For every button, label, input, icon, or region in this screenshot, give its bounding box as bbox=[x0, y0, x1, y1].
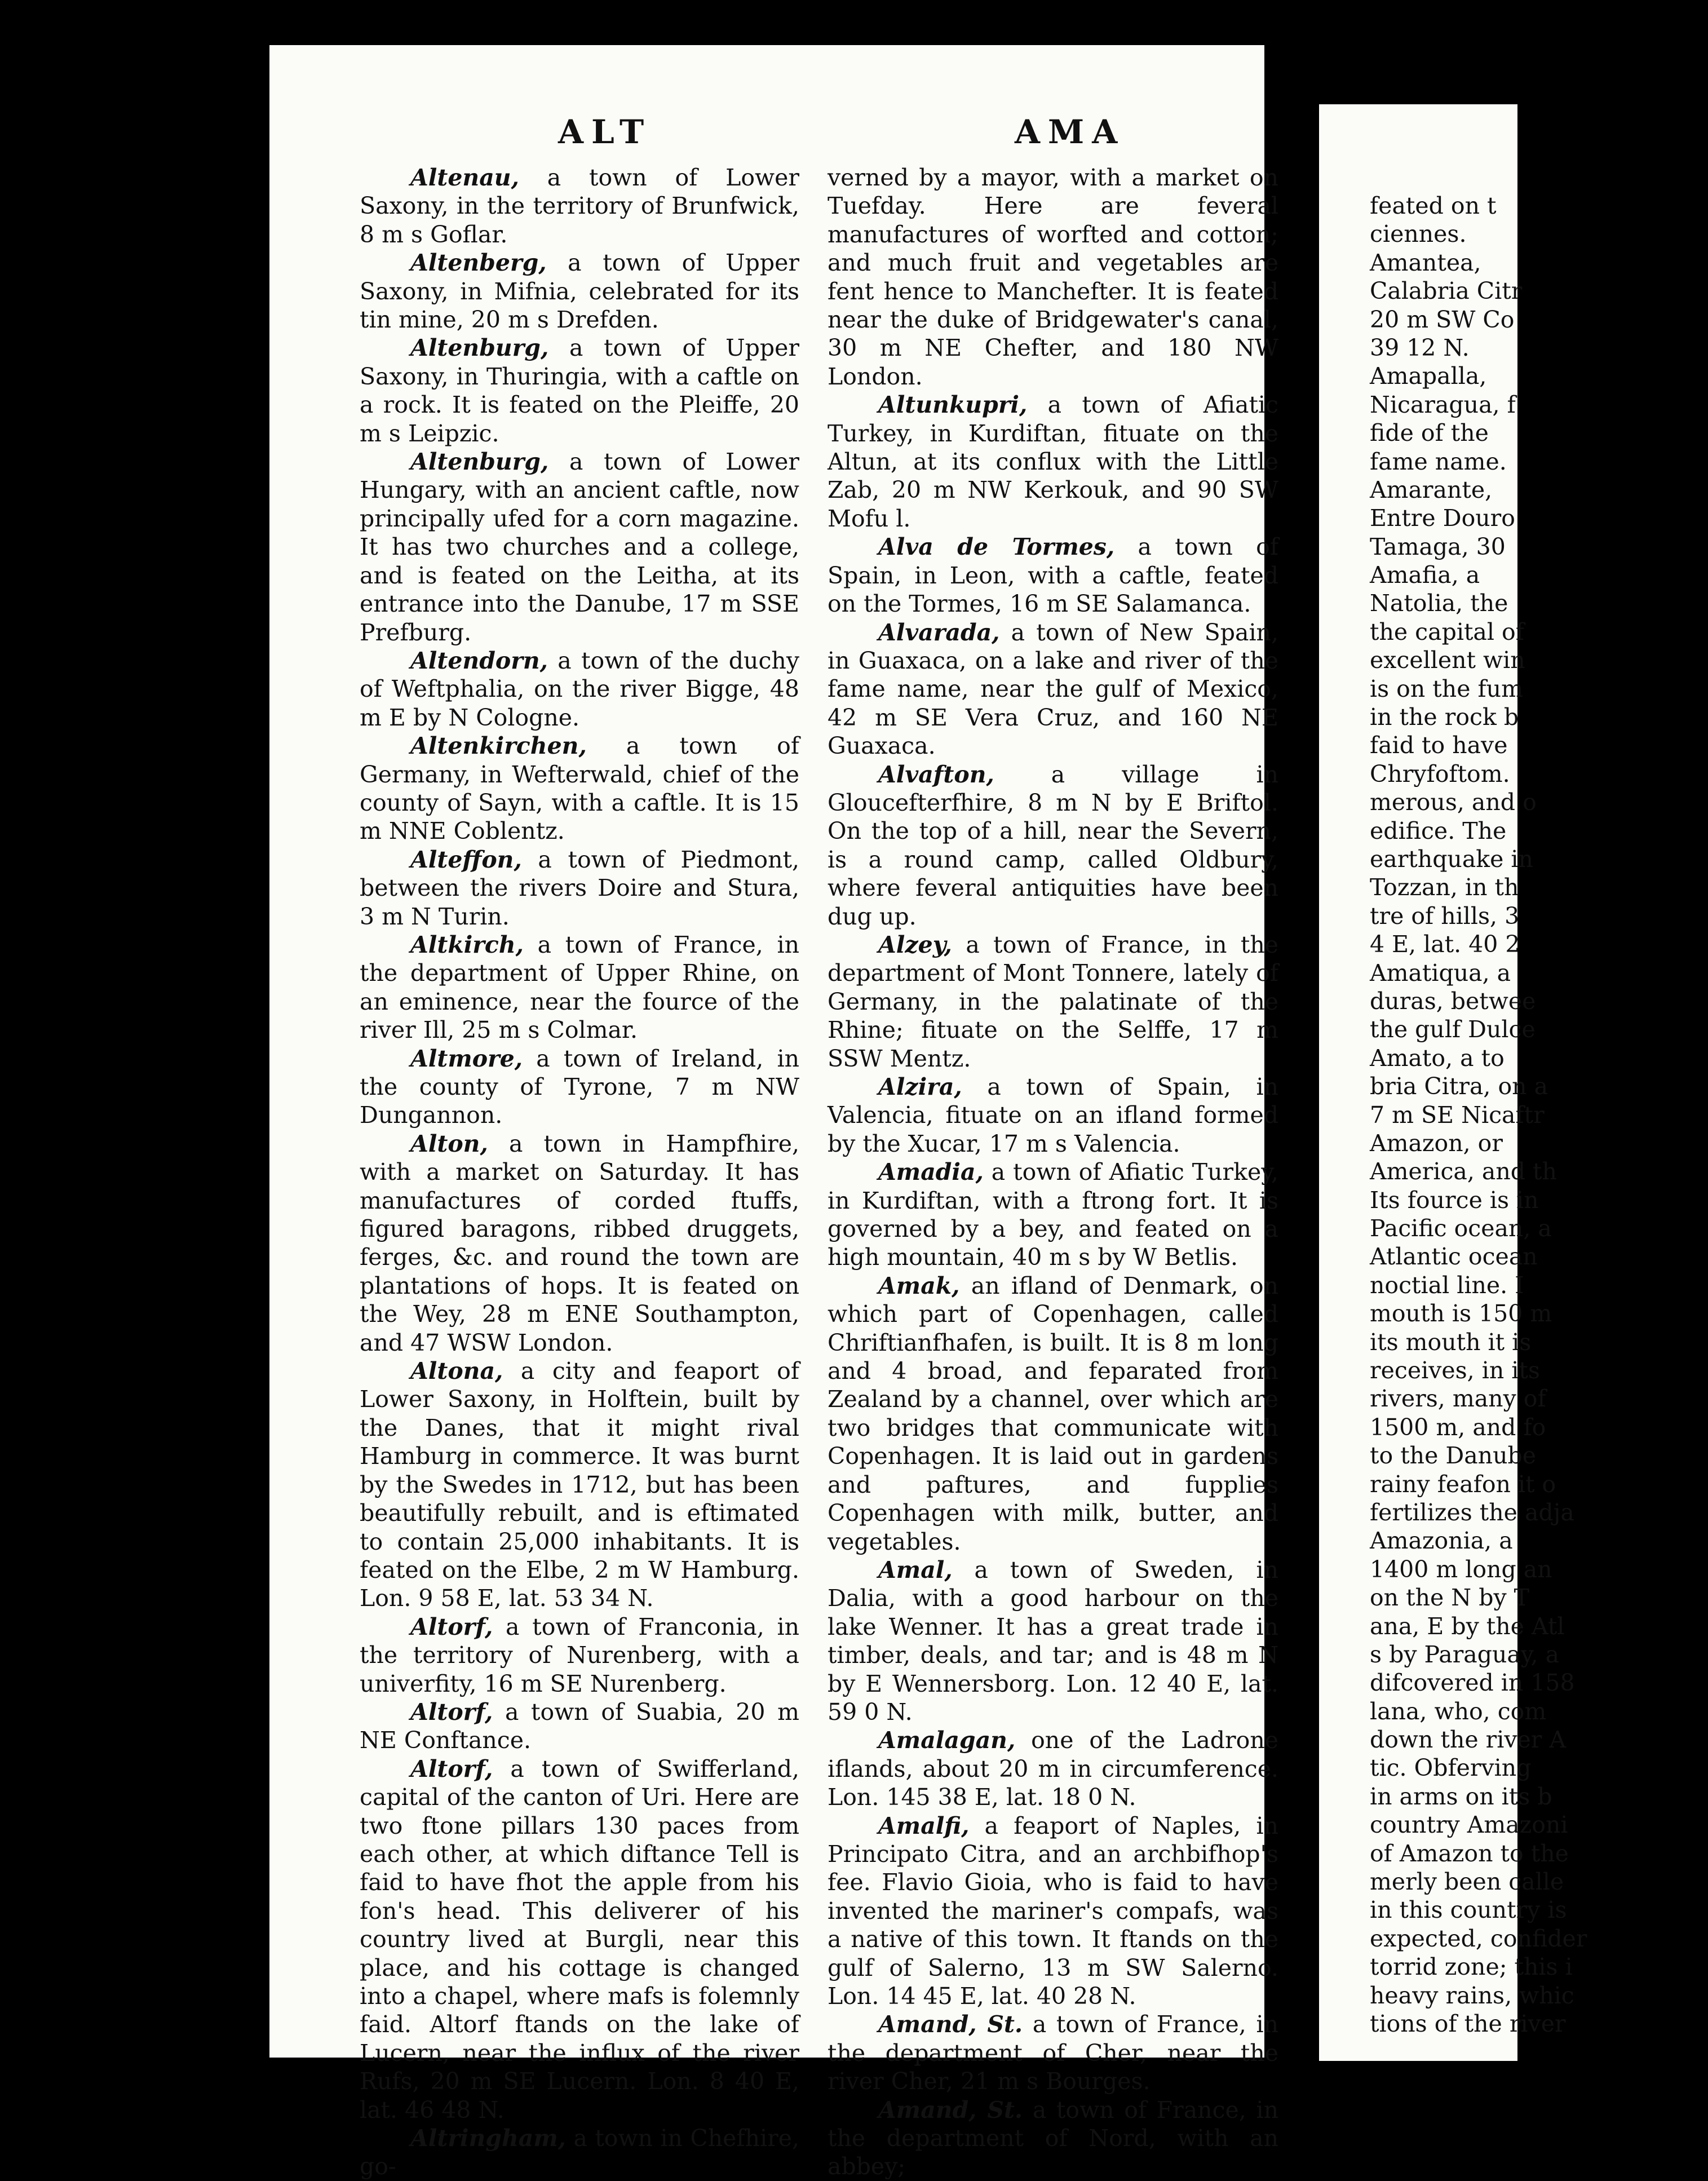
entry bbox=[360, 647, 799, 732]
partial-line: Chryfoftom. bbox=[1370, 760, 1510, 788]
partial-line: the gulf Dulce bbox=[1370, 1016, 1536, 1043]
partial-line: expected, confider bbox=[1370, 1925, 1587, 1952]
entry-headword: Alzira, bbox=[878, 1073, 962, 1100]
entry bbox=[360, 732, 799, 846]
partial-line: 39 12 N. bbox=[1370, 334, 1470, 361]
entry-text: a city and feaport of Lower Saxony, in Holftein, built by the Danes, that it might rival Hamburg in commerce. It was burnt by the Swedes in 1712, but has been beautifully rebuilt, and is eftimated to contain 25,000 inhabitants. It is feated on the Elbe, 2 m W Hamburg. Lon. 9 58 E, lat. 53 34 N. bbox=[360, 1357, 799, 1612]
partial-line: Amapalla, bbox=[1370, 362, 1487, 390]
entry bbox=[828, 163, 1278, 391]
entry bbox=[360, 163, 799, 249]
partial-line: torrid zone; this i bbox=[1370, 1953, 1573, 1981]
column-2 bbox=[828, 163, 1278, 2181]
partial-line: Amantea, bbox=[1370, 249, 1481, 276]
partial-line: 1400 m long an bbox=[1370, 1555, 1552, 1583]
entry-text: a feaport of Naples, in Principato Citra, and an archbifhop's fee. Flavio Gioia, who is faid to have invented the mariner's compafs, was a native of this town. It ftands on the gulf of Salerno, 13 m SW Salerno. Lon. 14 45 E, lat. 40 28 N. bbox=[828, 1812, 1278, 2010]
partial-line: tions of the river bbox=[1370, 2010, 1566, 2037]
partial-line: Amafia, a bbox=[1370, 561, 1480, 589]
partial-line: country Amazoni bbox=[1370, 1811, 1568, 1839]
entry bbox=[828, 1073, 1278, 1158]
partial-line: the capital of bbox=[1370, 618, 1524, 645]
partial-line: of Amazon to the bbox=[1370, 1839, 1569, 1867]
entry-text: a town of Piedmont, between the rivers Doire and Stura, 3 m N Turin. bbox=[360, 846, 799, 930]
partial-line: Natolia, the bbox=[1370, 590, 1508, 617]
partial-line: to the Danube bbox=[1370, 1442, 1537, 1470]
entry-headword: Alvafton, bbox=[878, 760, 994, 788]
partial-line: heavy rains, whic bbox=[1370, 1981, 1574, 2009]
entry-text: an ifland of Denmark, on which part of Copenhagen, called Chriftianfhafen, is built. It is 8 m long and 4 broad, and feparated from Zealand by a channel, over which are two bridges that communicate with Copenhagen. It is laid out in gardens and paftures, and fupplies Copenhagen with milk, butter, and vegetables. bbox=[828, 1272, 1278, 1555]
partial-line: in this country is bbox=[1370, 1896, 1567, 1924]
partial-line: Tamaga, 30 bbox=[1370, 533, 1506, 560]
entry-headword: Alvarada, bbox=[878, 618, 1000, 646]
partial-line: Calabria Citr bbox=[1370, 277, 1523, 305]
partial-line: Nicaragua, f bbox=[1370, 391, 1516, 418]
entry-text: a town of Lower Hungary, with an ancient caftle, now principally ufed for a corn magazine. It has two churches and a college, and is feated on the Leitha, at its entrance into the Danube, 17 m SSE Prefburg. bbox=[360, 448, 799, 646]
entry bbox=[828, 760, 1278, 931]
entry bbox=[828, 1726, 1278, 1811]
partial-line: is on the fum bbox=[1370, 675, 1523, 702]
entry bbox=[828, 618, 1278, 760]
partial-line: duras, betwee bbox=[1370, 987, 1536, 1015]
entry-headword: Amand, St. bbox=[878, 2096, 1023, 2124]
entry-headword: Altorf, bbox=[410, 1698, 493, 1726]
partial-line: ciennes. bbox=[1370, 220, 1467, 248]
entry bbox=[828, 533, 1278, 618]
right-running-header: AMA bbox=[1015, 113, 1126, 151]
entry bbox=[828, 1158, 1278, 1272]
entry-text: a town of France, in the department of Cher, near the river Cher, 21 m s Bourges. bbox=[828, 2011, 1278, 2095]
entry-text: one of the Ladrone iflands, about 20 m in circumference. Lon. 145 38 E, lat. 18 0 N. bbox=[828, 1727, 1278, 1811]
partial-line: lana, who, com bbox=[1370, 1697, 1547, 1725]
partial-line: feated on t bbox=[1370, 192, 1497, 219]
partial-line: 20 m SW Co bbox=[1370, 306, 1515, 333]
entry-text: a town of Germany, in Wefterwald, chief of the county of Sayn, with a caftle. It is 15 m NNE Coblentz. bbox=[360, 732, 799, 845]
entry-headword: Altunkupri, bbox=[878, 391, 1028, 419]
entry-headword: Altorf, bbox=[410, 1755, 493, 1782]
entry-text: a town of Swifferland, capital of the canton of Uri. Here are two ftone pillars 130 paces from each other, at which diftance Tell is faid to have fhot the apple from his fon's head. This deliverer of his country lived at Burgli, near this place, and his cottage is changed into a chapel, where mafs is folemnly faid. Altorf ftands on the lake of Lucern, near the influx of the river Rufs, 20 m SE Lucern. Lon. 8 40 E, lat. 46 48 N. bbox=[360, 1755, 799, 2124]
entry-text: a town of Afiatic Turkey, in Kurdiftan, fituate on the Altun, at its conflux with the Little Zab, 20 m NW Kerkouk, and 90 SW Mofu l. bbox=[828, 391, 1278, 532]
entry-text: a town of Sweden, in Dalia, with a good harbour on the lake Wenner. It has a great trade in timber, deals, and tar; and is 48 m N by E Wennersborg. Lon. 12 40 E, lat. 59 0 N. bbox=[828, 1556, 1278, 1726]
entry-headword: Altendorn, bbox=[410, 647, 548, 674]
entry-text: a town of Ireland, in the county of Tyrone, 7 m NW Dungannon. bbox=[360, 1045, 799, 1129]
entry-headword: Amand, St. bbox=[878, 2011, 1023, 2038]
entry-headword: Amalfi, bbox=[878, 1812, 970, 1839]
column-1 bbox=[360, 163, 799, 2181]
partial-line: noctial line. I bbox=[1370, 1271, 1524, 1299]
entry-text: a town in Hampfhire, with a market on Saturday. It has manufactures of corded ftuffs, figured baragons, ribbed druggets, ferges, &c. and round the town are plantations of hops. It is feated on the Wey, 28 m ENE Southampton, and 47 WSW London. bbox=[360, 1130, 799, 1356]
partial-line: Entre Douro bbox=[1370, 505, 1515, 532]
partial-line: Amato, a to bbox=[1370, 1044, 1505, 1072]
entry-text: a town of Upper Saxony, in Mifnia, celebrated for its tin mine, 20 m s Drefden. bbox=[360, 249, 799, 334]
partial-line: Amazonia, a bbox=[1370, 1527, 1513, 1555]
entry bbox=[360, 931, 799, 1045]
partial-line: fame name. bbox=[1370, 448, 1507, 475]
entry-text: a town of France, in the department of Nord, with an abbey; bbox=[828, 2096, 1278, 2180]
partial-line: Amazon, or bbox=[1370, 1129, 1503, 1157]
entry-headword: Altenburg, bbox=[410, 334, 549, 362]
partial-line: Amatiqua, a bbox=[1370, 959, 1511, 986]
entry-headword: Altorf, bbox=[410, 1613, 493, 1640]
entry-headword: Amalagan, bbox=[878, 1727, 1016, 1754]
partial-line: s by Paraguay, a bbox=[1370, 1640, 1560, 1668]
partial-line: edifice. The bbox=[1370, 817, 1507, 844]
entry-headword: Altenkirchen, bbox=[410, 732, 587, 760]
entry bbox=[828, 2096, 1278, 2181]
entry-text: a town of France, in the department of Upper Rhine, on an eminence, near the fource of the river Ill, 25 m s Colmar. bbox=[360, 931, 799, 1044]
entry-text: a village in Gloucefterfhire, 8 m N by E Briftol. On the top of a hill, near the Severn, is a round camp, called Oldbury, where feveral antiquities have been dug up. bbox=[828, 760, 1278, 930]
partial-line: receives, in its bbox=[1370, 1357, 1540, 1384]
partial-line: 4 E, lat. 40 2 bbox=[1370, 931, 1520, 958]
entry-headword: Altenburg, bbox=[410, 448, 549, 476]
entry-text: a town of New Spain, in Guaxaca, on a lake and river of the fame name, near the gulf of Mexico, 42 m SE Vera Cruz, and 160 NE Guaxaca. bbox=[828, 618, 1278, 760]
entry bbox=[360, 2124, 799, 2181]
entry-headword: Alteffon, bbox=[410, 846, 522, 873]
entry-text: verned by a mayor, with a market on Tuefday. Here are feveral manufactures of worfted and cotton; and much fruit and vegetables are fent hence to Manchefter. It is feated near the duke of Bridgewater's canal, 30 m NE Chefter, and 180 NW London. bbox=[828, 164, 1278, 390]
partial-line: in arms on its b bbox=[1370, 1782, 1552, 1810]
partial-line: rainy feafon it o bbox=[1370, 1470, 1556, 1498]
entry-text: a town of Lower Saxony, in the territory of Brunfwick, 8 m s Goflar. bbox=[360, 164, 799, 248]
partial-line: Tozzan, in th bbox=[1370, 874, 1519, 901]
entry-headword: Amal, bbox=[878, 1556, 953, 1583]
entry-text: a town of Spain, in Leon, with a caftle, feated on the Tormes, 16 m SE Salamanca. bbox=[828, 533, 1279, 618]
partial-line: in the rock b bbox=[1370, 704, 1519, 731]
entry-text: a town of Afiatic Turkey, in Kurdiftan, with a ftrong fort. It is governed by a bey, and feated on a high mountain, 40 m s by W Betlis. bbox=[828, 1158, 1278, 1271]
partial-line: 7 m SE Nicaftr bbox=[1370, 1101, 1545, 1129]
partial-line: Amarante, bbox=[1370, 476, 1493, 503]
partial-line: fertilizes the adja bbox=[1370, 1498, 1574, 1526]
entry bbox=[360, 846, 799, 931]
entry bbox=[360, 1357, 799, 1613]
partial-line: mouth is 150 m bbox=[1370, 1300, 1552, 1328]
entry bbox=[360, 1698, 799, 1755]
entry-headword: Altona, bbox=[410, 1357, 503, 1385]
partial-line: bria Citra, on a bbox=[1370, 1073, 1548, 1100]
entry-headword: Amak, bbox=[878, 1272, 960, 1299]
entry-headword: Altringham, bbox=[410, 2125, 567, 2152]
partial-line: Atlantic ocean bbox=[1370, 1243, 1538, 1271]
entry-text: a town of Spain, in Valencia, fituate on an ifland formed by the Xucar, 17 m s Valencia. bbox=[828, 1073, 1278, 1157]
entry bbox=[828, 1272, 1278, 1556]
entry bbox=[360, 334, 799, 448]
entry-text: a town of Franconia, in the territory of Nurenberg, with a univerfity, 16 m SE Nurenberg. bbox=[360, 1613, 799, 1697]
partial-line: faid to have bbox=[1370, 732, 1508, 759]
entry bbox=[828, 1556, 1278, 1726]
entry-headword: Amadia, bbox=[878, 1158, 984, 1186]
entry-text: a town of France, in the department of Mont Tonnere, lately of Germany, in the palatinate of the Rhine; fituate on the Selffe, 17 m SSW Mentz. bbox=[828, 931, 1278, 1072]
entry-headword: Alton, bbox=[410, 1130, 488, 1157]
entry-text: a town of Suabia, 20 m NE Conftance. bbox=[360, 1698, 799, 1754]
entry-headword: Alzey, bbox=[878, 931, 952, 958]
partial-line: on the N by T bbox=[1370, 1584, 1529, 1612]
partial-line: tic. Obferving bbox=[1370, 1754, 1532, 1782]
partial-line: fide of the bbox=[1370, 419, 1489, 447]
entry-headword: Alva de Tormes, bbox=[878, 533, 1115, 561]
entry bbox=[360, 1130, 799, 1357]
entry-headword: Altkirch, bbox=[410, 931, 524, 958]
partial-line: its mouth it is bbox=[1370, 1328, 1532, 1356]
entry-headword: Altmore, bbox=[410, 1045, 523, 1072]
partial-line: America, and th bbox=[1370, 1158, 1557, 1185]
entry bbox=[360, 1613, 799, 1698]
column-3-partial bbox=[1370, 192, 1708, 2038]
partial-line: merly been calle bbox=[1370, 1868, 1564, 1896]
entry bbox=[360, 249, 799, 334]
partial-line: earthquake in bbox=[1370, 845, 1533, 873]
entry-headword: Altenau, bbox=[410, 164, 519, 191]
entry bbox=[828, 931, 1278, 1073]
entry-text: a town in Chefhire, go- bbox=[360, 2125, 799, 2180]
partial-line: ana, E by the Atl bbox=[1370, 1612, 1565, 1640]
partial-line: excellent win bbox=[1370, 647, 1525, 674]
partial-line: rivers, many of bbox=[1370, 1385, 1546, 1413]
entry bbox=[360, 1045, 799, 1130]
entry bbox=[828, 1812, 1278, 2011]
left-running-header: ALT bbox=[558, 113, 652, 151]
entry-text: a town of the duchy of Weftphalia, on the river Bigge, 48 m E by N Cologne. bbox=[360, 647, 799, 731]
entry-headword: Altenberg, bbox=[410, 249, 547, 277]
partial-line: Pacific ocean, a bbox=[1370, 1215, 1552, 1242]
partial-line: 1500 m, and fo bbox=[1370, 1413, 1546, 1441]
partial-line: Its fource is in bbox=[1370, 1186, 1539, 1214]
partial-line: tre of hills, 3 bbox=[1370, 902, 1520, 930]
entry bbox=[360, 448, 799, 647]
entry bbox=[828, 2010, 1278, 2095]
entry-text: a town of Upper Saxony, in Thuringia, with a caftle on a rock. It is feated on the Pleiffe, 20 m s Leipzic. bbox=[360, 334, 799, 447]
partial-line: merous, and o bbox=[1370, 789, 1537, 816]
partial-line: difcovered in 158 bbox=[1370, 1669, 1575, 1697]
entry bbox=[360, 1755, 799, 2124]
entry bbox=[828, 391, 1278, 533]
partial-line: down the river A bbox=[1370, 1726, 1567, 1754]
